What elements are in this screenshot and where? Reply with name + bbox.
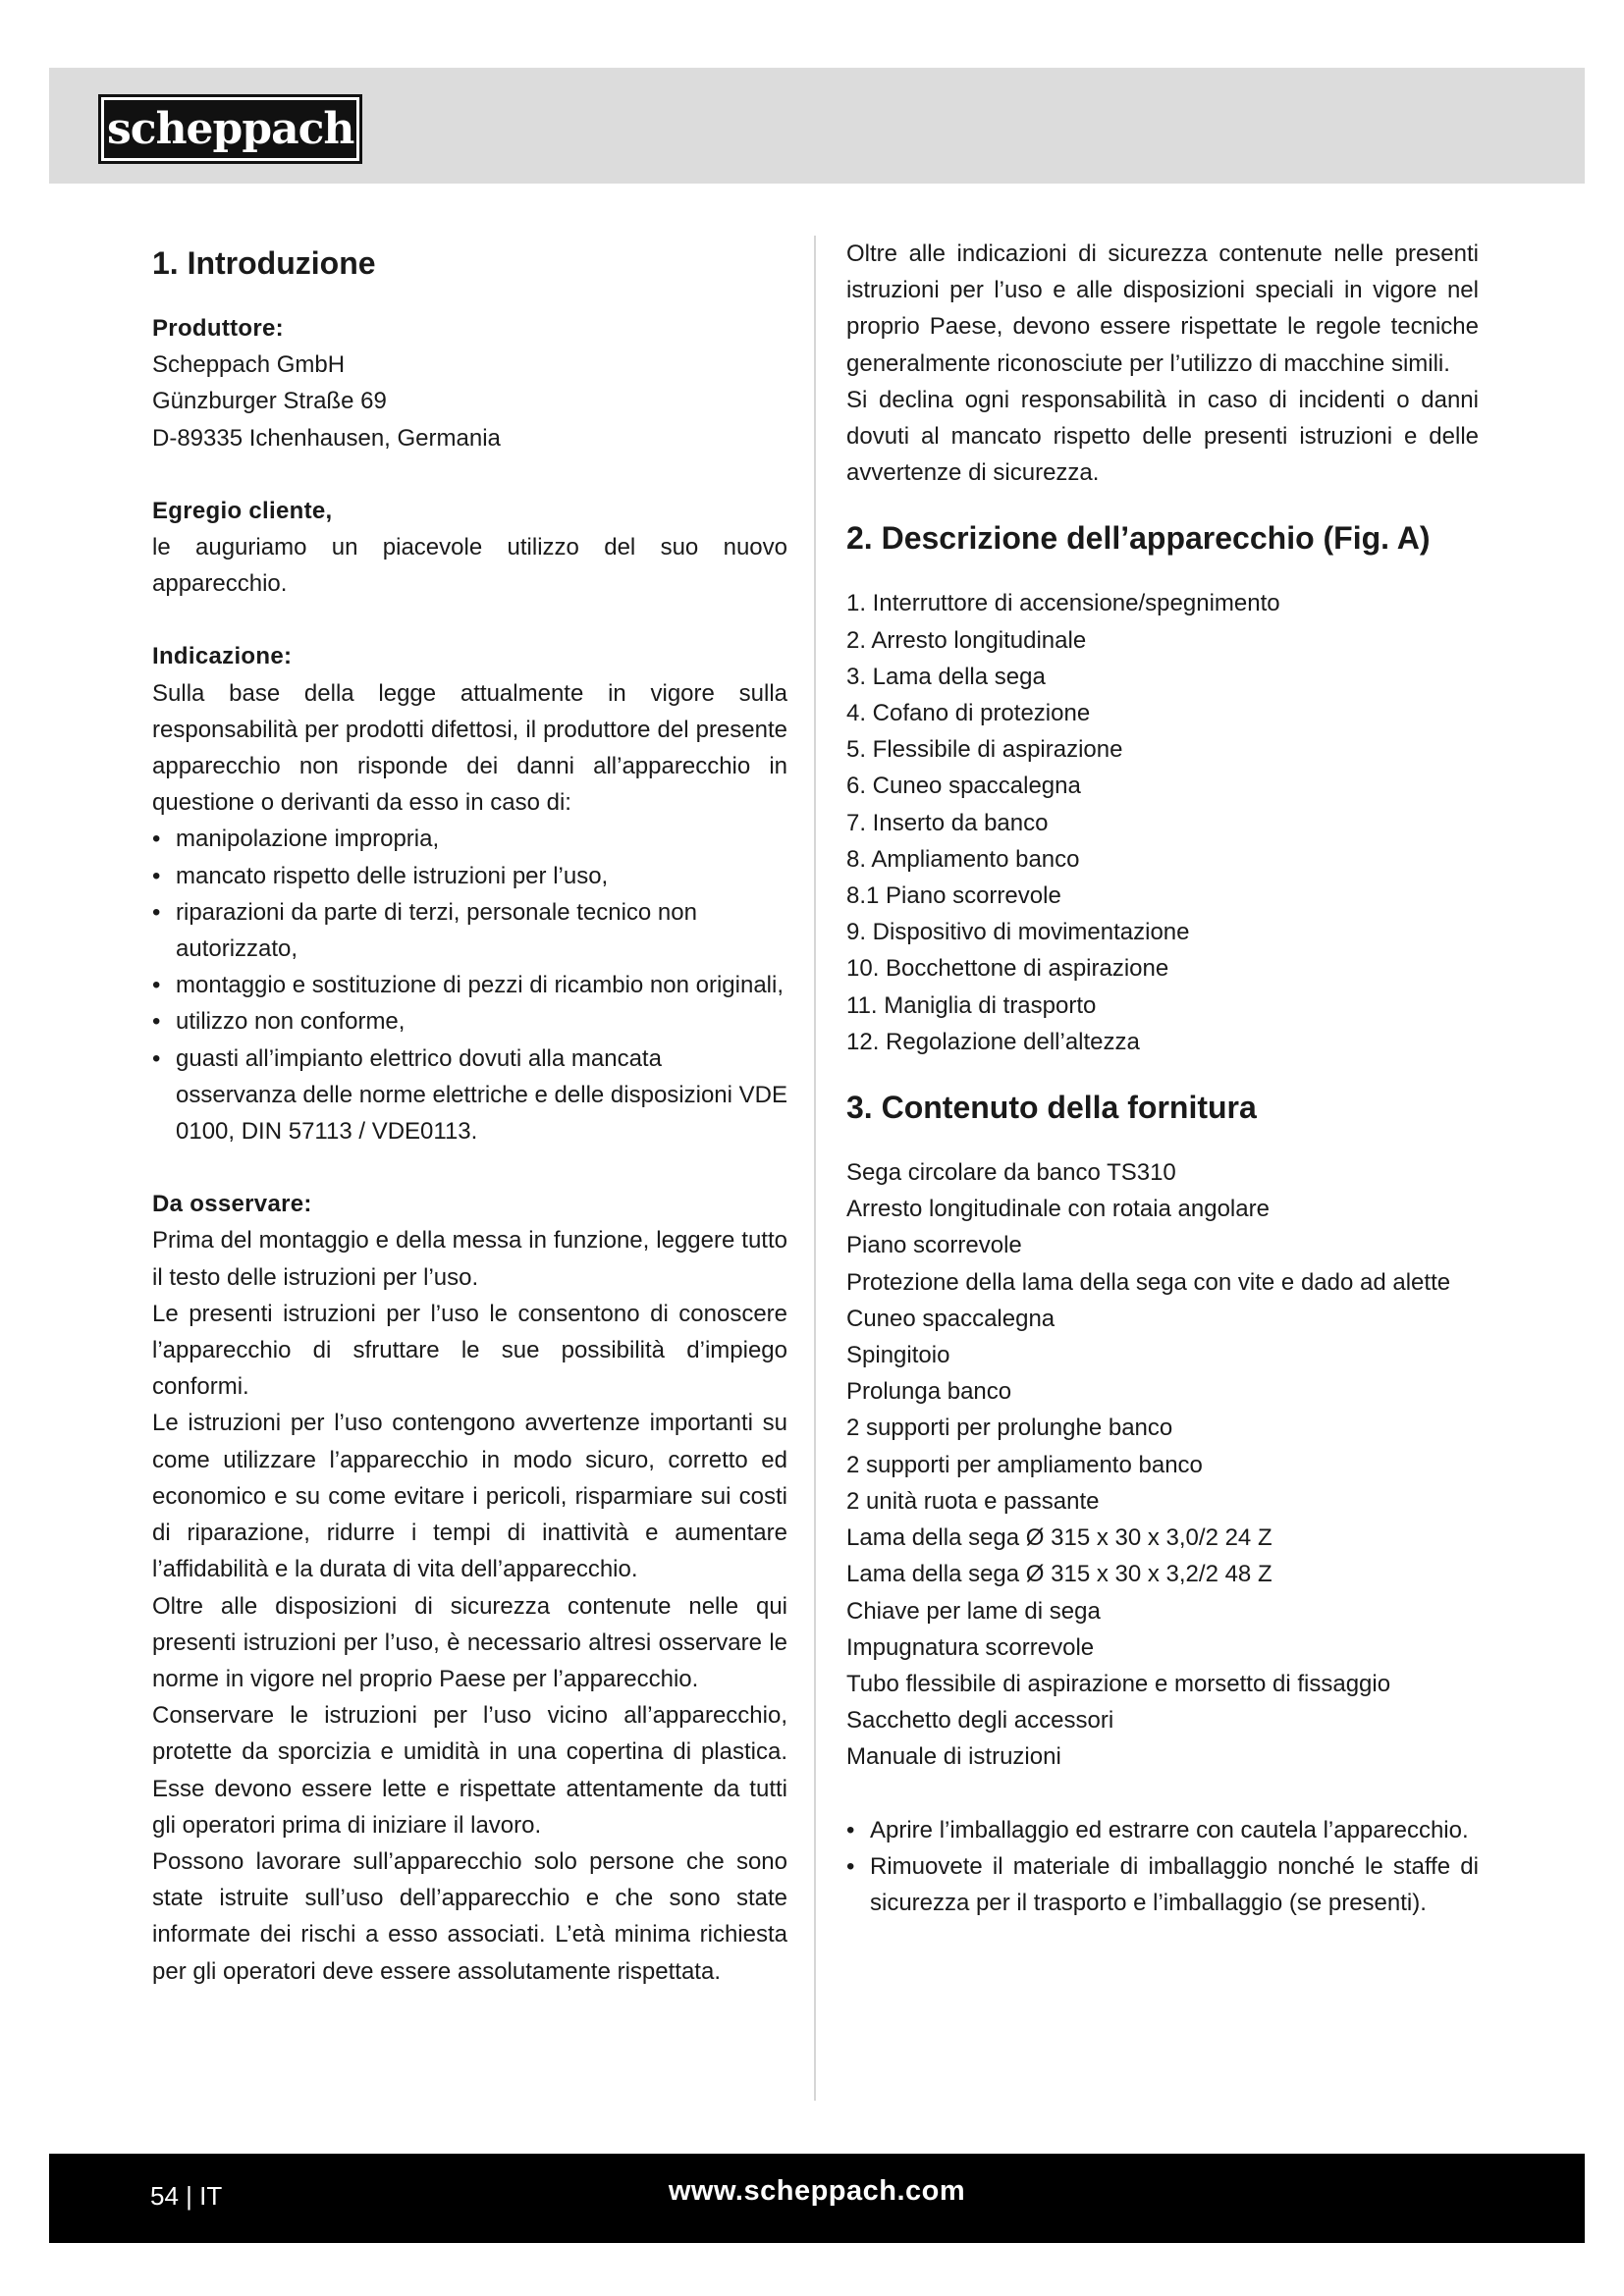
observe-paragraph: Le istruzioni per l’uso contengono avvertenze importanti su come utilizzare l’apparecchio in modo sicuro, corretto ed economico e su come evitare i pericoli, risparmiare sui costi di riparazione, ridurre i tempi di inattività e aumentare l’affidabilità e la durata di vita dell’apparecchio.: [152, 1410, 787, 1583]
list-item: 5. Flessibile di aspirazione: [846, 736, 1123, 764]
list-item: • riparazioni da parte di terzi, personale tecnico non autorizzato,: [152, 894, 787, 967]
list-item: • Rimuovete il materiale di imballaggio nonché le staffe di sicurezza per il trasporto e l’imballaggio (se presenti).: [846, 1848, 1479, 1921]
section-3-title: 3. Contenuto della fornitura: [846, 1090, 1257, 1126]
notice-label: Indicazione:: [152, 643, 293, 670]
observe-label: Da osservare:: [152, 1191, 312, 1218]
list-item: 10. Bocchettone di aspirazione: [846, 955, 1169, 983]
list-item: • montaggio e sostituzione di pezzi di ricambio non originali,: [152, 967, 787, 1003]
list-item: Protezione della lama della sega con vite e dado ad alette: [846, 1268, 1451, 1296]
left-column: [152, 236, 787, 1990]
delivery-contents-list: [846, 1154, 1479, 1775]
list-item: 12. Regolazione dell’altezza: [846, 1028, 1140, 1055]
list-item: 2 supporti per ampliamento banco: [846, 1451, 1203, 1478]
page-number: 54 | IT: [150, 2181, 223, 2211]
page-footer: [49, 2154, 1585, 2243]
list-item: Prolunga banco: [846, 1378, 1012, 1406]
list-item: 2 supporti per prolunghe banco: [846, 1415, 1173, 1442]
list-item: Arresto longitudinale con rotaia angolare: [846, 1196, 1270, 1223]
list-item: 2 unità ruota e passante: [846, 1487, 1100, 1515]
list-item: • Aprire l’imballaggio ed estrarre con cautela l’apparecchio.: [846, 1812, 1479, 1848]
greeting-label: Egregio cliente,: [152, 497, 333, 524]
list-item: 11. Maniglia di trasporto: [846, 991, 1097, 1019]
list-item: • guasti all’impianto elettrico dovuti alla mancata osservanza delle norme elettriche e delle disposizioni VDE 0100, DIN 57113 / VDE0113.: [152, 1041, 787, 1150]
page-header: [49, 68, 1585, 184]
unpacking-bullet-list: [846, 1812, 1479, 1922]
section-1-title: 1. Introduzione: [152, 245, 376, 281]
observe-paragraph: Le presenti istruzioni per l’uso le consentono di conoscere l’apparecchio di sfruttare le sue possibilità d’impiego conformi.: [152, 1300, 787, 1401]
section-2-title: 2. Descrizione dell’apparecchio (Fig. A): [846, 520, 1431, 557]
notice-bullet-list: [152, 821, 787, 1149]
manufacturer-label: Produttore:: [152, 315, 284, 342]
list-item: 4. Cofano di protezione: [846, 700, 1091, 727]
list-item: Piano scorrevole: [846, 1232, 1022, 1259]
observe-paragraph: Conservare le istruzioni per l’uso vicino all’apparecchio, protette da sporcizia e umidità in una copertina di plastica. Esse devono essere lette e rispettate attentamente da tutti gli operatori prima di iniziare il lavoro.: [152, 1702, 787, 1839]
observe-paragraph: Prima del montaggio e della messa in funzione, leggere tutto il testo delle istruzioni per l’uso.: [152, 1227, 787, 1291]
manufacturer-line: Günzburger Straße 69: [152, 388, 387, 415]
intro-paragraph: Si declina ogni responsabilità in caso di incidenti o danni dovuti al mancato rispetto delle presenti istruzioni e delle avvertenze di sicurezza.: [846, 386, 1479, 487]
list-item: 7. Inserto da banco: [846, 809, 1049, 836]
right-column: [846, 236, 1479, 1921]
list-item: Sega circolare da banco TS310: [846, 1159, 1176, 1187]
list-item: Chiave per lame di sega: [846, 1597, 1101, 1625]
list-item: 1. Interruttore di accensione/spegnimento: [846, 590, 1280, 617]
list-item: • mancato rispetto delle istruzioni per l’uso,: [152, 858, 787, 894]
list-item: Lama della sega Ø 315 x 30 x 3,0/2 24 Z: [846, 1524, 1272, 1552]
list-item: • manipolazione impropria,: [152, 821, 787, 857]
scheppach-logo: scheppach: [98, 94, 362, 164]
list-item: 2. Arresto longitudinale: [846, 626, 1087, 654]
list-item: Sacchetto degli accessori: [846, 1707, 1114, 1735]
list-item: 8. Ampliamento banco: [846, 845, 1080, 873]
list-item: Spingitoio: [846, 1342, 950, 1369]
manufacturer-line: Scheppach GmbH: [152, 351, 346, 379]
list-item: 3. Lama della sega: [846, 663, 1046, 690]
list-item: Tubo flessibile di aspirazione e morsetto di fissaggio: [846, 1670, 1391, 1697]
list-item: • utilizzo non conforme,: [152, 1003, 787, 1040]
intro-paragraph: Oltre alle indicazioni di sicurezza contenute nelle presenti istruzioni per l’uso e alle disposizioni speciali in vigore nel proprio Paese, devono essere rispettate le regole tecniche generalmente riconosciute per l’utilizzo di macchine simili.: [846, 240, 1479, 377]
website-link[interactable]: www.scheppach.com: [668, 2175, 966, 2207]
list-item: 6. Cuneo spaccalegna: [846, 773, 1081, 800]
list-item: Impugnatura scorrevole: [846, 1633, 1095, 1661]
device-parts-list: [846, 585, 1479, 1060]
list-item: 9. Dispositivo di movimentazione: [846, 919, 1190, 946]
greeting-text: le auguriamo un piacevole utilizzo del suo nuovo apparecchio.: [152, 534, 787, 598]
list-item: Lama della sega Ø 315 x 30 x 3,2/2 48 Z: [846, 1561, 1272, 1588]
list-item: Manuale di istruzioni: [846, 1743, 1061, 1771]
observe-paragraph: Possono lavorare sull’apparecchio solo persone che sono state istruite sull’uso dell’apparecchio e che sono state informate dei rischi a esso associati. L’età minima richiesta per gli operatori deve essere assolutamente rispettata.: [152, 1847, 787, 1985]
observe-paragraph: Oltre alle disposizioni di sicurezza contenute nelle qui presenti istruzioni per l’uso, è necessario altresi osservare le norme in vigore nel proprio Paese per l’apparecchio.: [152, 1592, 787, 1692]
list-item: 8.1 Piano scorrevole: [846, 882, 1061, 910]
manufacturer-line: D-89335 Ichenhausen, Germania: [152, 424, 501, 452]
notice-text: Sulla base della legge attualmente in vigore sulla responsabilità per prodotti difettosi, il produttore del presente apparecchio non risponde dei danni all’apparecchio in questione o derivanti da esso in caso di:: [152, 679, 787, 817]
list-item: Cuneo spaccalegna: [846, 1305, 1056, 1332]
column-divider: [814, 236, 816, 2101]
